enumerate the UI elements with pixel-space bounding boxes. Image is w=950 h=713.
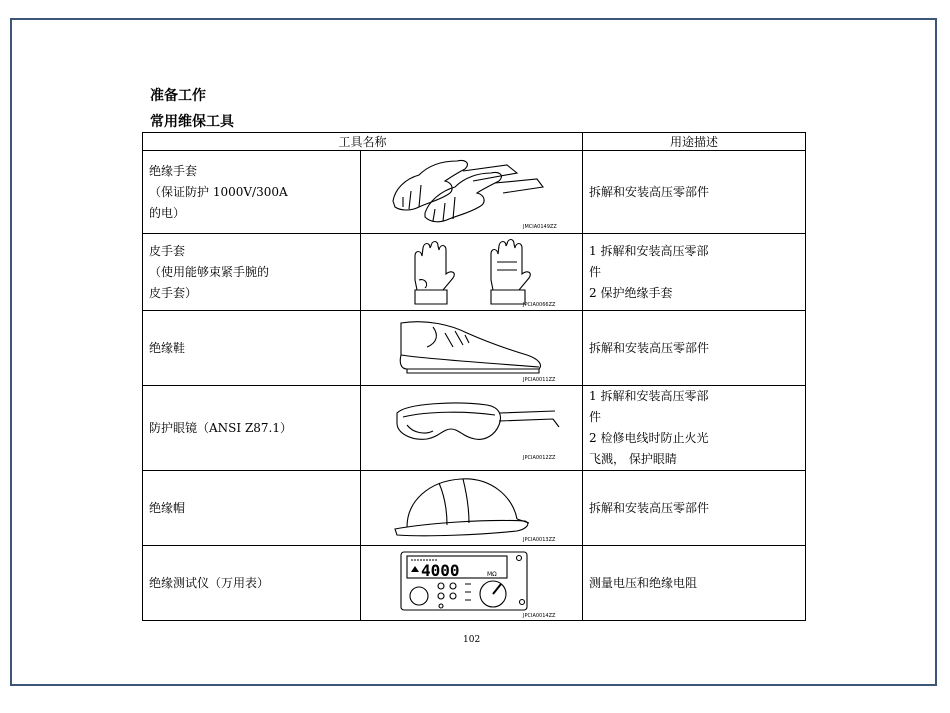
figure-code: JPCIA0066ZZ	[523, 302, 556, 308]
page-number: 102	[463, 635, 481, 645]
tool-use-cell	[583, 386, 806, 471]
tool-name-line: 绝缘手套	[149, 163, 198, 178]
table-row	[143, 386, 806, 471]
tool-use-line: 1 拆解和安装高压零部	[589, 243, 709, 258]
tester-display-value: 4000	[421, 561, 460, 580]
column-header-use: 用途描述	[583, 133, 806, 151]
tool-name-line: 的电）	[149, 205, 186, 220]
tool-image-cell	[361, 234, 583, 311]
tool-name-cell	[143, 234, 361, 311]
tool-use-cell	[583, 546, 806, 621]
tool-name-cell	[143, 546, 361, 621]
tool-use-line: 1 拆解和安装高压零部	[589, 389, 709, 403]
tool-name-line: 绝缘鞋	[149, 340, 186, 355]
insulating-gloves-icon	[367, 151, 589, 233]
helmet-icon	[367, 471, 589, 545]
tool-use-line: 拆解和安装高压零部件	[589, 184, 710, 199]
tool-name-cell	[143, 311, 361, 386]
section-heading: 准备工作	[150, 88, 206, 104]
tool-use-line: 件	[589, 264, 602, 279]
tool-name-cell	[143, 471, 361, 546]
tool-use-line: 拆解和安装高压零部件	[589, 340, 710, 355]
tool-name-line: （使用能够束紧手腕的	[149, 264, 270, 279]
tool-name-cell	[143, 386, 361, 471]
section-subheading: 常用维保工具	[150, 114, 234, 130]
table-header-row	[143, 133, 806, 151]
tool-image-cell	[361, 311, 583, 386]
tool-name-line: 绝缘帽	[149, 500, 186, 515]
multimeter-icon	[367, 546, 589, 620]
tool-use-line: 2 检修电线时防止火光	[589, 431, 709, 445]
figure-code: JMCIA0149ZZ	[523, 224, 557, 230]
table-row	[143, 471, 806, 546]
tool-name-line: （保证防护 1000V/300A	[149, 184, 288, 199]
tool-name-line: 皮手套	[149, 243, 186, 258]
figure-code: JPCIA0011ZZ	[523, 377, 556, 383]
leather-gloves-icon	[367, 234, 589, 310]
tool-use-cell	[583, 234, 806, 311]
tool-use-line: 2 保护绝缘手套	[589, 285, 673, 300]
safety-goggles-icon	[367, 391, 589, 465]
figure-code: JPCIA0014ZZ	[523, 613, 556, 619]
tool-name-line: 防护眼镜（ANSI Z87.1）	[149, 420, 292, 435]
tool-image-cell	[361, 546, 583, 621]
table-row	[143, 546, 806, 621]
tool-use-line: 拆解和安装高压零部件	[589, 500, 710, 515]
table-row	[143, 311, 806, 386]
table-row	[143, 151, 806, 234]
tool-image-cell	[361, 151, 583, 234]
tool-use-cell	[583, 311, 806, 386]
insulating-shoe-icon	[367, 311, 589, 385]
table-row	[143, 234, 806, 311]
tool-use-line: 飞溅， 保护眼睛	[589, 452, 677, 466]
column-header-name: 工具名称	[143, 133, 583, 151]
tool-image-cell	[361, 471, 583, 546]
tool-name-line: 绝缘测试仪（万用表）	[149, 575, 270, 590]
tool-image-cell	[361, 386, 583, 471]
tool-use-cell	[583, 471, 806, 546]
tester-display-unit: MΩ	[487, 571, 497, 578]
tools-table	[142, 132, 806, 621]
tool-name-cell	[143, 151, 361, 234]
figure-code: JPCIA0013ZZ	[523, 537, 556, 543]
tool-use-cell	[583, 151, 806, 234]
tool-use-line: 测量电压和绝缘电阻	[589, 575, 698, 590]
figure-code: JPCIA0012ZZ	[523, 455, 556, 461]
tool-name-line: 皮手套）	[149, 285, 198, 300]
tool-use-line: 件	[589, 410, 602, 424]
